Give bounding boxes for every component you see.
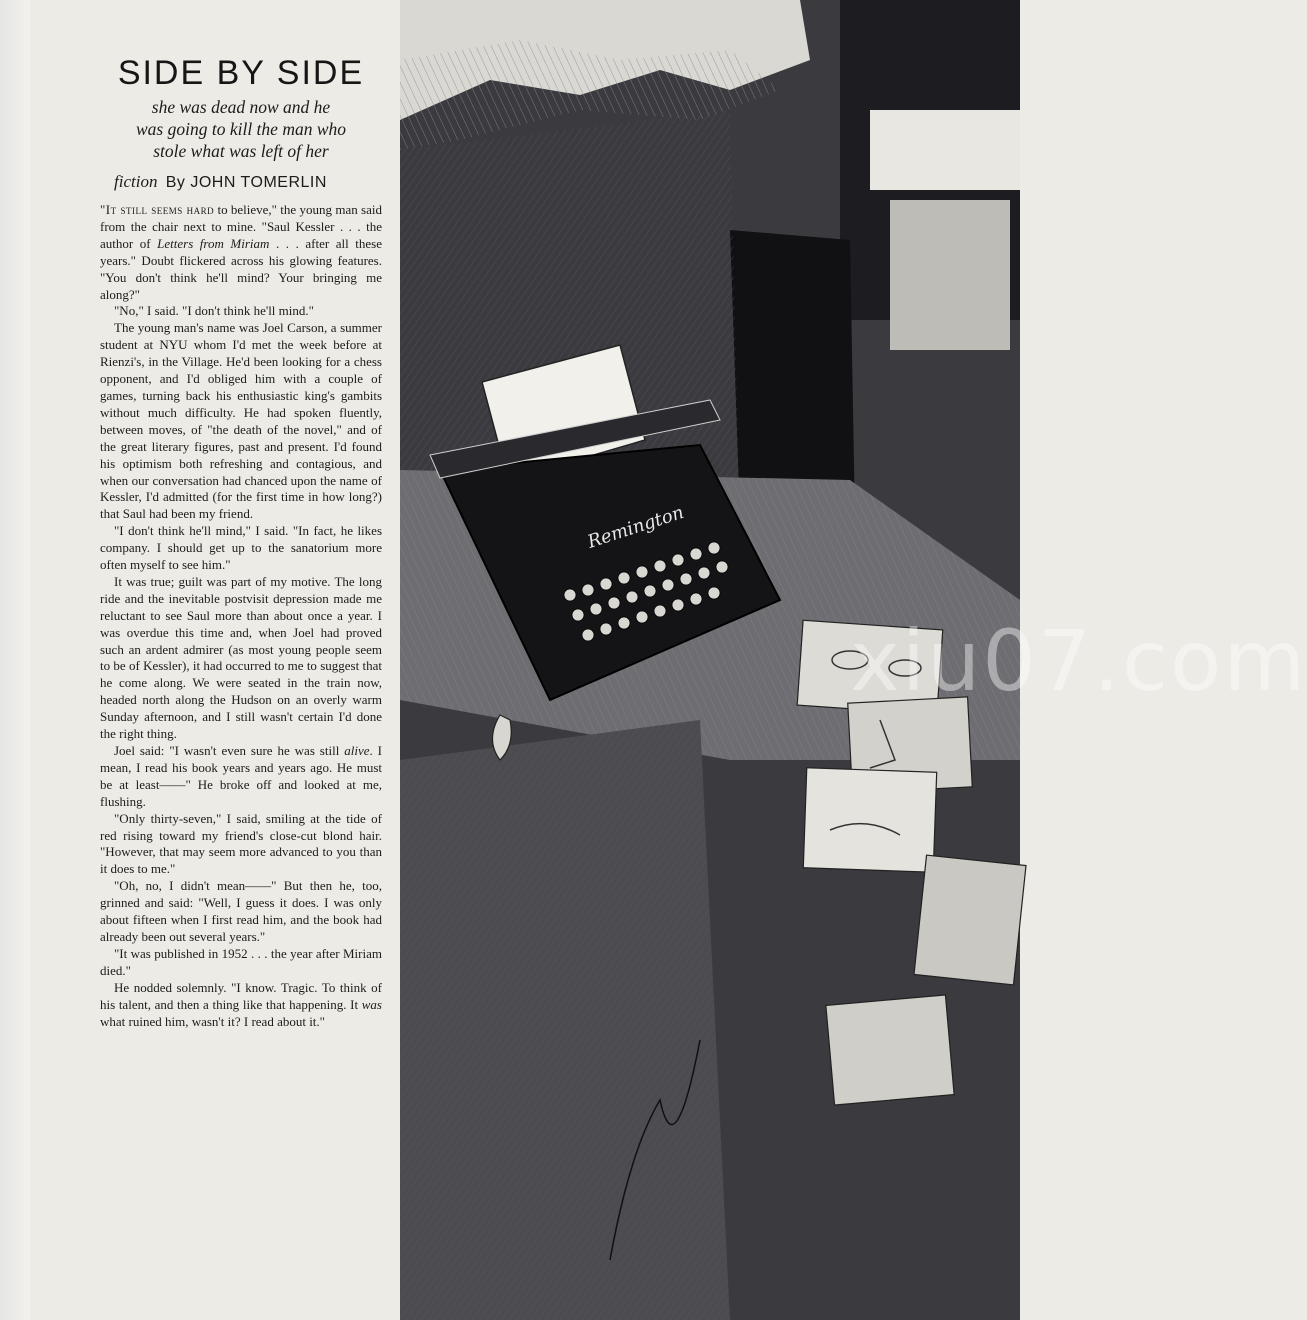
paragraph-1 (100, 202, 382, 303)
paragraph-3: The young man's name was Joel Carson, a summer student at NYU whom I'd met the week before at Rienzi's, in the Village. He'd been looking for a chess opponent, and I'd obliged him with a couple of games, turning back his enthusiastic king's gambits without much difficulty. He had spoken fluently, between moves, of "the death of the novel," and of the great literary figures, past and present. I'd found his optimism both refreshing and contagious, and when our conversation had chanced upon the name of Kessler, I'd admitted (for the first time in how long?) that Saul had been my friend. (100, 320, 382, 522)
author-credit: By JOHN TOMERLIN (165, 174, 327, 191)
paragraph-4: "I don't think he'll mind," I said. "In fact, he likes company. I should get up to the sanatorium more often myself to see him." (100, 523, 382, 573)
book-title: Letters from Miriam (157, 235, 270, 251)
paragraph-2: "No," I said. "I don't think he'll mind." (114, 303, 314, 319)
article-title: SIDE BY SIDE (117, 54, 365, 92)
window-lower-pane (890, 200, 1010, 350)
paragraph-1-text-b: . . . after all these years." Doubt flickered across his glowing features. "You don't think he'll mind? Your bringing me along?" (100, 235, 382, 302)
scan-margin (0, 0, 30, 1320)
paragraph-9: "It was published in 1952 . . . the year after Miriam died." (100, 945, 382, 978)
paragraph-6-text-b: . I mean, I read his book years and years ago. He must be at least——" He broke off and looked at me, flushing. (100, 743, 382, 809)
lead-in: "It still seems hard (100, 202, 215, 217)
paragraph-6 (100, 743, 382, 811)
article-deck (100, 96, 382, 162)
article-kind: fiction (114, 172, 158, 191)
paragraph-10-text-b: what ruined him, wasn't it? I read about it." (100, 1013, 325, 1029)
deck-line-2: was going to kill the man who (136, 119, 346, 139)
deck-line-3: stole what was left of her (153, 141, 329, 161)
cabinet-hatching (400, 720, 730, 1320)
article-column (100, 52, 382, 1030)
watermark: xiu07.com (850, 612, 1307, 710)
paragraph-10 (100, 980, 382, 1031)
paragraph-10-text-a: He nodded solemnly. "I know. Tragic. To think of his talent, and then a thing like that happening. It (100, 979, 382, 1012)
shelf-shadow (730, 230, 855, 520)
paragraph-8: "Oh, no, I didn't mean——" But then he, too, grinned and said: "Well, I guess it does. I was only about fifteen when I first read him, and the book had already been out several years." (100, 878, 382, 944)
story-body (100, 202, 382, 1030)
paragraph-10-emphasis: was (361, 996, 382, 1012)
illustration (400, 0, 1307, 1320)
window-pane (870, 110, 1020, 190)
typewriter-brand: Remington (585, 501, 687, 553)
photo-mouth (803, 768, 936, 872)
paragraph-5: It was true; guilt was part of my motive. The long ride and the inevitable postvisit depression made me reluctant to see Saul more than about once a year. I was overdue this time and, when Joel had proved such an ardent admirer (as most young people seem to be of Kessler), it had occurred to me to suggest that he come along. We were seated in the train now, headed north along the Hudson on an overly warm Sunday afternoon, and I still wasn't certain I'd done the right thing. (100, 573, 382, 742)
photo-hair (914, 855, 1026, 985)
paragraph-6-text-a: Joel said: "I wasn't even sure he was still (114, 743, 345, 758)
deck-line-1: she was dead now and he (151, 97, 331, 117)
paragraph-7: "Only thirty-seven," I said, smiling at the tide of red rising toward my friend's close-cut blond hair. "However, that may seem more advanced to you than it does to me." (100, 810, 382, 877)
photo-cheek (826, 995, 954, 1105)
paragraph-6-emphasis: alive (344, 743, 370, 758)
byline (114, 172, 382, 192)
paragraph-1-text-a: to believe," the young man said from the chair next to mine. "Saul Kessler . . . the author of (100, 202, 382, 251)
